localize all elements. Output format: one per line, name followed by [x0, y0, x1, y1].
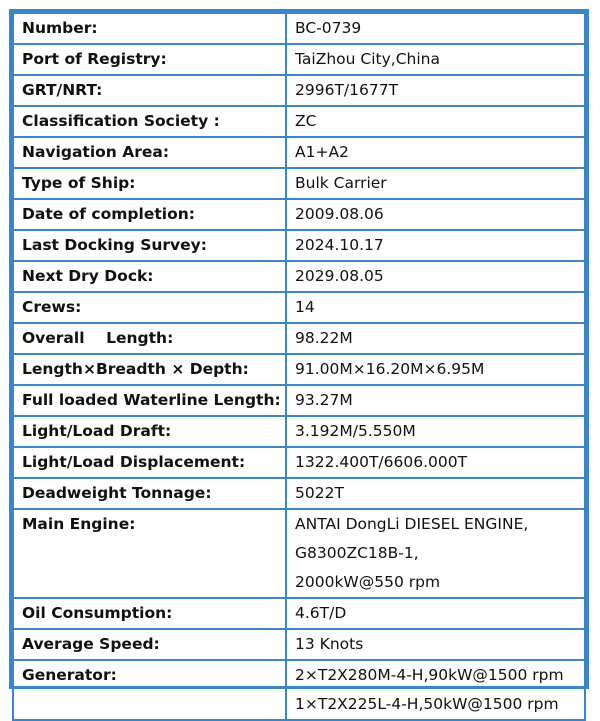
- spec-row: [13, 660, 585, 720]
- spec-row: [13, 354, 585, 385]
- spec-value-line: ANTAI DongLi DIESEL ENGINE,: [295, 515, 529, 533]
- spec-row: [13, 292, 585, 323]
- spec-label: Crews:: [13, 292, 286, 323]
- spec-value-line: Bulk Carrier: [295, 174, 387, 192]
- spec-value-line: TaiZhou City,China: [295, 50, 440, 68]
- spec-value-line: 2024.10.17: [295, 236, 384, 254]
- spec-value-line: 4.6T/D: [295, 604, 347, 622]
- spec-value-line: 3.192M/5.550M: [295, 422, 416, 440]
- spec-table-body: [13, 13, 585, 720]
- spec-value: [286, 292, 585, 323]
- spec-label: Number:: [13, 13, 286, 44]
- spec-value: [286, 598, 585, 629]
- spec-label: Oil Consumption:: [13, 598, 286, 629]
- spec-value-line: G8300ZC18B-1,: [295, 544, 419, 562]
- spec-value-line: 13 Knots: [295, 635, 364, 653]
- spec-label: Overall Length:: [13, 323, 286, 354]
- spec-row: [13, 106, 585, 137]
- spec-label: Last Docking Survey:: [13, 230, 286, 261]
- spec-value-line: 98.22M: [295, 329, 353, 347]
- spec-value: [286, 447, 585, 478]
- spec-value-line: BC-0739: [295, 19, 362, 37]
- spec-row: [13, 261, 585, 292]
- spec-value: [286, 416, 585, 447]
- spec-row: [13, 199, 585, 230]
- spec-value-line: 2000kW@550 rpm: [295, 573, 441, 591]
- spec-label: Average Speed:: [13, 629, 286, 660]
- spec-value: [286, 323, 585, 354]
- spec-value: [286, 199, 585, 230]
- spec-value-line: 91.00M×16.20M×6.95M: [295, 360, 485, 378]
- spec-label: Main Engine:: [13, 509, 286, 598]
- spec-row: [13, 447, 585, 478]
- spec-value-line: ZC: [295, 112, 317, 130]
- spec-row: [13, 44, 585, 75]
- spec-label: Port of Registry:: [13, 44, 286, 75]
- spec-label: Navigation Area:: [13, 137, 286, 168]
- spec-row: [13, 385, 585, 416]
- spec-label: Classification Society :: [13, 106, 286, 137]
- spec-value-line: 1×T2X225L-4-H,50kW@1500 rpm: [295, 695, 559, 713]
- spec-value-line: 5022T: [295, 484, 344, 502]
- spec-value-line: 1322.400T/6606.000T: [295, 453, 468, 471]
- spec-label: Type of Ship:: [13, 168, 286, 199]
- spec-value: [286, 137, 585, 168]
- spec-value: [286, 629, 585, 660]
- spec-row: [13, 629, 585, 660]
- spec-value: [286, 106, 585, 137]
- spec-row: [13, 598, 585, 629]
- spec-row: [13, 478, 585, 509]
- spec-value: [286, 478, 585, 509]
- spec-value-line: 93.27M: [295, 391, 353, 409]
- spec-row: [13, 168, 585, 199]
- spec-value-line: 14: [295, 298, 315, 316]
- spec-label: GRT/NRT:: [13, 75, 286, 106]
- spec-value: [286, 385, 585, 416]
- spec-value: [286, 261, 585, 292]
- spec-row: [13, 137, 585, 168]
- ship-spec-table: [12, 12, 586, 721]
- spec-row: [13, 230, 585, 261]
- spec-label: Length×Breadth × Depth:: [13, 354, 286, 385]
- spec-value: [286, 230, 585, 261]
- spec-value-line: 2009.08.06: [295, 205, 384, 223]
- spec-label: Deadweight Tonnage:: [13, 478, 286, 509]
- spec-label: Light/Load Draft:: [13, 416, 286, 447]
- spec-label: Date of completion:: [13, 199, 286, 230]
- spec-value-line: 2029.08.05: [295, 267, 384, 285]
- spec-row: [13, 75, 585, 106]
- spec-label: Generator:: [13, 660, 286, 720]
- spec-row: [13, 416, 585, 447]
- spec-value: [286, 75, 585, 106]
- spec-value-line: 2×T2X280M-4-H,90kW@1500 rpm: [295, 666, 564, 684]
- spec-value: [286, 354, 585, 385]
- spec-value: [286, 660, 585, 720]
- spec-value: [286, 509, 585, 598]
- spec-value-line: 2996T/1677T: [295, 81, 399, 99]
- ship-spec-sheet: [9, 9, 589, 713]
- spec-row: [13, 13, 585, 44]
- spec-value-line: A1+A2: [295, 143, 349, 161]
- spec-label: Next Dry Dock:: [13, 261, 286, 292]
- spec-label: Full loaded Waterline Length:: [13, 385, 286, 416]
- spec-value: [286, 44, 585, 75]
- spec-value: [286, 13, 585, 44]
- spec-label: Light/Load Displacement:: [13, 447, 286, 478]
- spec-value: [286, 168, 585, 199]
- spec-row: [13, 323, 585, 354]
- spec-row: [13, 509, 585, 598]
